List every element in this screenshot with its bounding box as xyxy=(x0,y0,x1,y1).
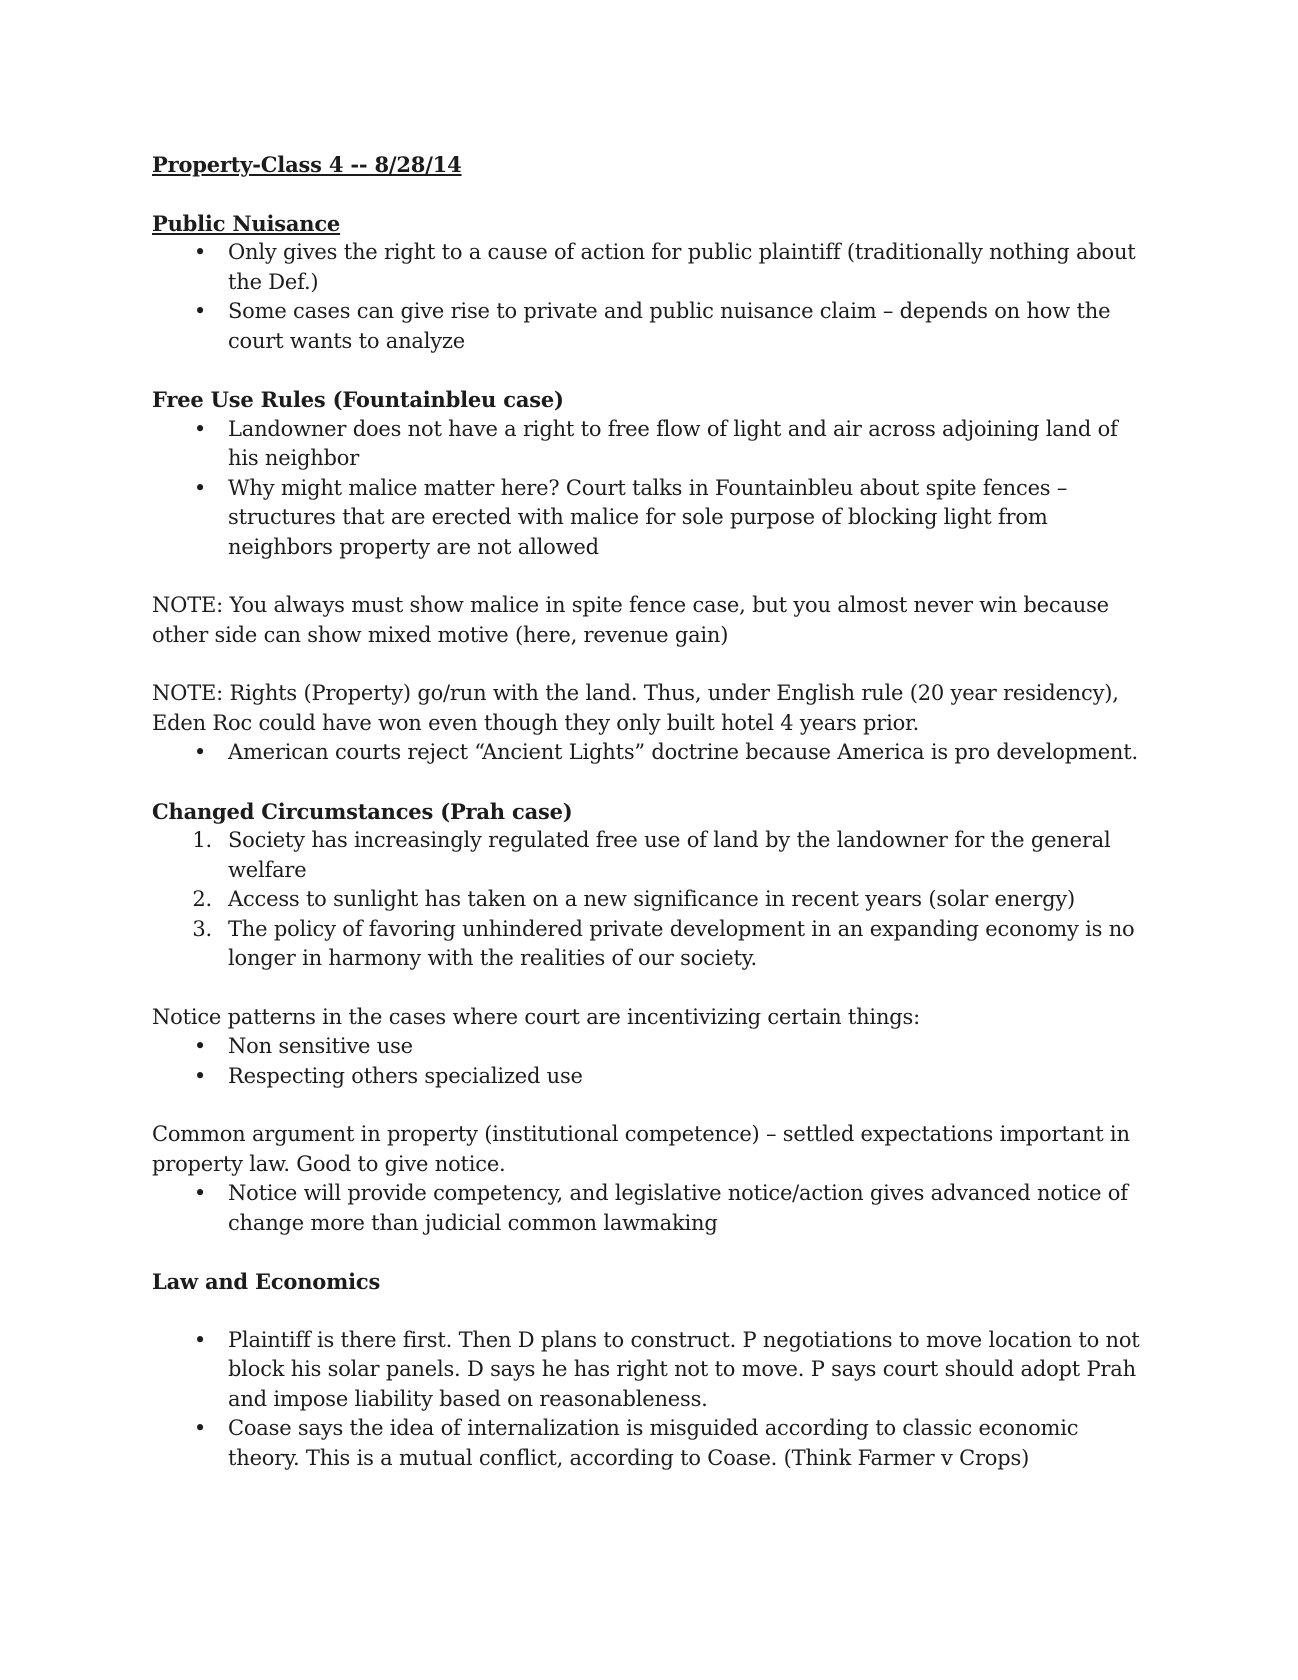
list-item-text: Society has increasingly regulated free use of land by the landowner for the general welfare xyxy=(228,828,1111,882)
list-item-text: Landowner does not have a right to free flow of light and air across adjoining land of his neighbor xyxy=(228,416,1118,470)
changed-circumstances-list xyxy=(152,826,1152,974)
free-use-heading: Free Use Rules (Fountainbleu case) xyxy=(152,387,564,412)
list-item xyxy=(152,297,1152,356)
list-item xyxy=(152,1032,1152,1062)
list-item-text: The policy of favoring unhindered private development in an expanding economy is no longer in harmony with the realities of our society. xyxy=(228,916,1135,970)
list-item-text: Access to sunlight has taken on a new significance in recent years (solar energy) xyxy=(228,887,1076,911)
public-nuisance-heading: Public Nuisance xyxy=(152,210,341,236)
list-item-text: Plaintiff is there first. Then D plans to construct. P negotiations to move location to not block his solar panels. D says he has right not to move. P says court should adopt Prah and impose liability based on reasonableness. xyxy=(228,1327,1140,1411)
list-item xyxy=(152,1179,1152,1238)
list-item-text: Respecting others specialized use xyxy=(228,1063,583,1088)
note-list xyxy=(152,738,1152,768)
law-economics-heading: Law and Economics xyxy=(152,1269,381,1294)
bullet-marker: • xyxy=(193,740,207,764)
free-use-list xyxy=(152,415,1152,563)
document-page xyxy=(152,150,1152,1473)
page-title: Property-Class 4 -- 8/28/14 xyxy=(152,152,462,177)
list-item-text: Some cases can give rise to private and public nuisance claim – depends on how the court wants to analyze xyxy=(228,299,1111,353)
list-item xyxy=(152,1062,1152,1092)
note-paragraph: NOTE: Rights (Property) go/run with the land. Thus, under English rule (20 year residency), Eden Roc could have won even though they only built hotel 4 years prior. xyxy=(152,681,1119,735)
bullet-marker: • xyxy=(193,475,207,500)
bullet-marker: • xyxy=(193,1034,207,1058)
bullet-marker: • xyxy=(193,1327,207,1352)
bullet-marker: • xyxy=(193,416,207,441)
common-argument-paragraph: Common argument in property (institutional competence) – settled expectations important in property law. Good to give notice. xyxy=(152,1122,1130,1176)
note-paragraph: NOTE: You always must show malice in spite fence case, but you almost never win because other side can show mixed motive (here, revenue gain) xyxy=(152,593,1109,647)
number-marker: 1. xyxy=(192,828,212,852)
bullet-marker: • xyxy=(193,1181,207,1205)
bullet-marker: • xyxy=(193,299,207,323)
list-item xyxy=(152,1326,1152,1415)
list-item xyxy=(152,1414,1152,1473)
bullet-marker: • xyxy=(193,1416,207,1440)
list-item-text: Coase says the idea of internalization is misguided according to classic economic theory. This is a mutual conflict, according to Coase. (Think Farmer v Crops) xyxy=(228,1416,1079,1470)
common-argument-list xyxy=(152,1179,1152,1238)
list-item xyxy=(152,238,1152,297)
public-nuisance-list xyxy=(152,238,1152,356)
number-marker: 3. xyxy=(192,916,212,941)
list-item-text: Non sensitive use xyxy=(228,1034,413,1058)
list-item xyxy=(152,738,1152,768)
law-economics-list xyxy=(152,1326,1152,1474)
bullet-marker: • xyxy=(193,1063,207,1088)
patterns-paragraph: Notice patterns in the cases where court are incentivizing certain things: xyxy=(152,1004,920,1029)
list-item xyxy=(152,915,1152,974)
list-item xyxy=(152,885,1152,915)
list-item xyxy=(152,826,1152,885)
list-item xyxy=(152,415,1152,474)
changed-circumstances-heading: Changed Circumstances (Prah case) xyxy=(152,798,573,824)
list-item-text: Why might malice matter here? Court talks in Fountainbleu about spite fences – structures that are erected with malice for sole purpose of blocking light from neighbors property are not allowed xyxy=(228,475,1068,559)
list-item-text: American courts reject “Ancient Lights” doctrine because America is pro development. xyxy=(228,740,1138,764)
patterns-list xyxy=(152,1032,1152,1091)
list-item-text: Only gives the right to a cause of action for public plaintiff (traditionally nothing about the Def.) xyxy=(228,240,1136,294)
list-item xyxy=(152,474,1152,563)
bullet-marker: • xyxy=(193,240,207,264)
list-item-text: Notice will provide competency, and legislative notice/action gives advanced notice of change more than judicial common lawmaking xyxy=(228,1181,1128,1235)
number-marker: 2. xyxy=(192,887,212,911)
